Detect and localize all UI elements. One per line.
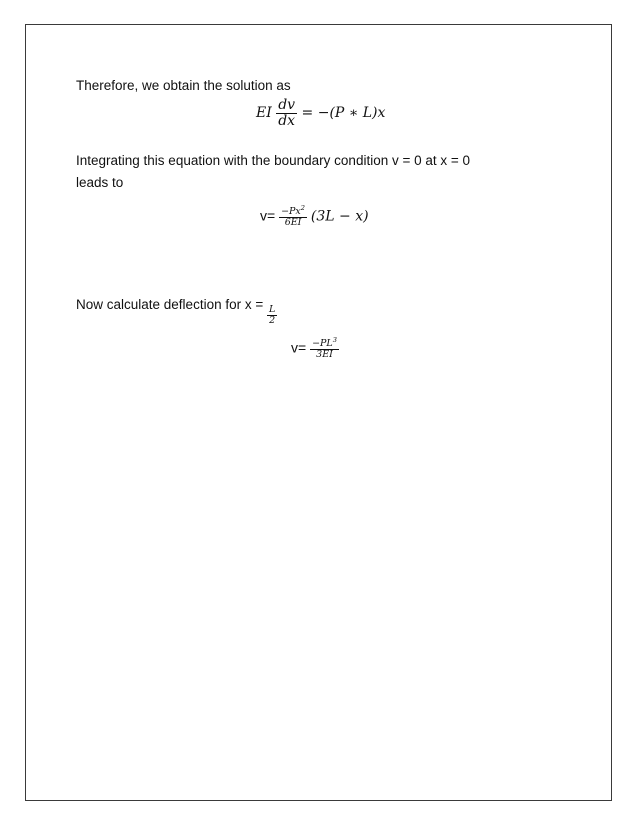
paragraph-integrating [76, 150, 470, 194]
eq3-fraction [310, 337, 339, 360]
paragraph-integrating-line2: leads to [76, 175, 124, 190]
paragraph-calculate-text: Now calculate deflection for x = [76, 297, 264, 312]
eq2-fraction [279, 205, 307, 228]
equation-ei-dv-dx [256, 98, 385, 128]
eq2-numerator: −Px [281, 206, 301, 218]
equation-deflection-general [260, 205, 369, 228]
paragraph-integrating-line1: Integrating this equation with the boundary condition v = 0 at x = 0 [76, 153, 471, 168]
eq3-numerator: −PL [312, 338, 333, 350]
para3-numerator: L [269, 304, 276, 315]
paragraph-calculate-deflection [76, 294, 277, 326]
eq1-fraction [276, 98, 297, 128]
eq3-lhs: v= [291, 339, 307, 356]
page-border [25, 24, 612, 801]
eq2-numerator-exponent: 2 [300, 204, 306, 212]
eq1-numerator: dv [278, 97, 296, 113]
eq2-lhs: v= [260, 207, 276, 224]
equation-deflection-result [291, 337, 339, 360]
para3-fraction [267, 305, 277, 326]
eq3-denominator: 3EI [316, 349, 333, 361]
para3-denominator: 2 [269, 314, 276, 326]
eq3-numerator-exponent: 3 [332, 336, 337, 344]
eq2-rhs: (3L − x) [310, 208, 369, 225]
eq1-lhs: EI [256, 105, 272, 122]
eq1-rhs: = −(P ∗ L)x [301, 105, 386, 122]
eq1-denominator: dx [278, 112, 296, 129]
eq2-denominator: 6EI [284, 217, 302, 229]
paragraph-solution-intro: Therefore, we obtain the solution as [76, 78, 291, 93]
